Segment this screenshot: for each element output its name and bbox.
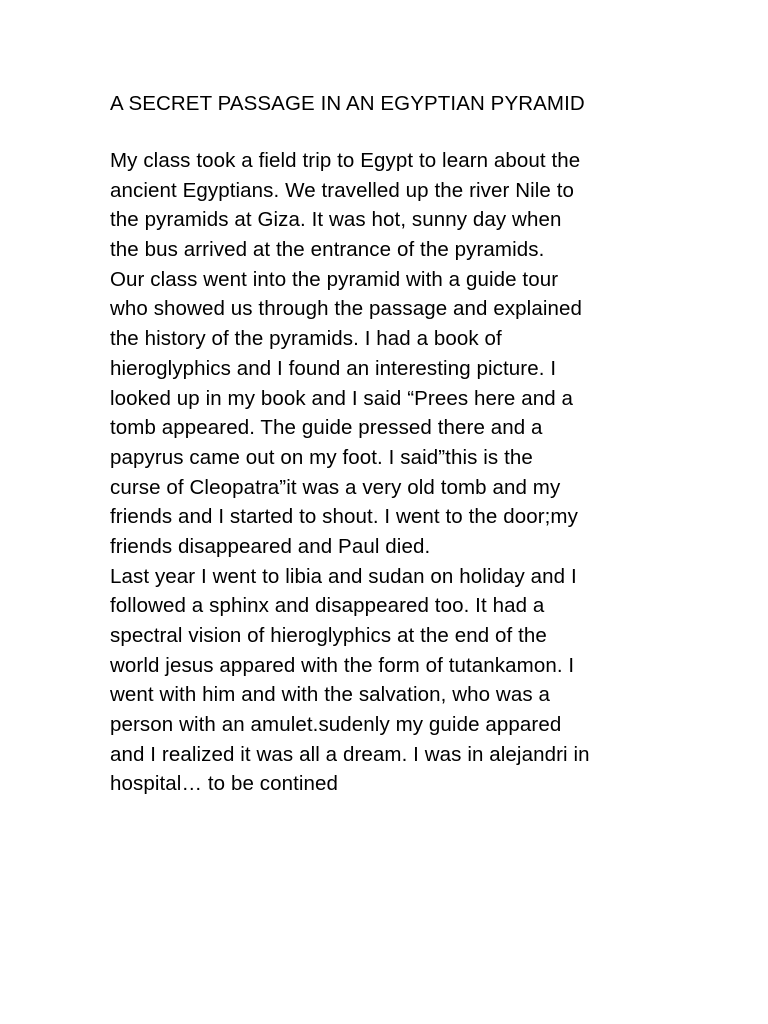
text-line: tomb appeared. The guide pressed there and a xyxy=(110,416,543,440)
text-line: hieroglyphics and I found an interesting picture. I xyxy=(110,356,557,380)
text-line: spectral vision of hieroglyphics at the end of the xyxy=(110,624,547,647)
document-title: A SECRET PASSAGE IN AN EGYPTIAN PYRAMID xyxy=(110,92,585,115)
text-line: world jesus appared with the form of tutankamon. I xyxy=(110,653,575,677)
text-line: followed a sphinx and disappeared too. It had a xyxy=(110,594,545,618)
text-line: the bus arrived at the entrance of the pyramids. xyxy=(110,238,545,262)
document-body xyxy=(110,146,730,799)
text-line: papyrus came out on my foot. I said”this is the xyxy=(110,445,533,469)
text-line: person with an amulet.sudenly my guide appared xyxy=(110,713,562,737)
text-line: hospital… to be contined xyxy=(110,772,339,796)
text-line: and I realized it was all a dream. I was in alejandri in xyxy=(110,742,590,766)
text-line: the history of the pyramids. I had a book of xyxy=(110,327,502,351)
text-line: ancient Egyptians. We travelled up the river Nile to xyxy=(110,178,575,202)
text-line: went with him and with the salvation, who was a xyxy=(110,683,550,707)
text-line: who showed us through the passage and explained xyxy=(110,297,582,321)
text-line: friends and I started to shout. I went to the door;my xyxy=(110,505,578,529)
text-line: curse of Cleopatra”it was a very old tomb and my xyxy=(110,475,561,499)
text-line: Our class went into the pyramid with a guide tour xyxy=(110,267,559,291)
text-line: friends disappeared and Paul died. xyxy=(110,534,431,558)
text-line: Last year I went to libia and sudan on holiday and I xyxy=(110,564,577,588)
text-line: looked up in my book and I said “Prees here and a xyxy=(110,386,574,410)
text-line: the pyramids at Giza. It was hot, sunny day when xyxy=(110,208,562,232)
text-line: My class took a field trip to Egypt to learn about the xyxy=(110,149,581,172)
